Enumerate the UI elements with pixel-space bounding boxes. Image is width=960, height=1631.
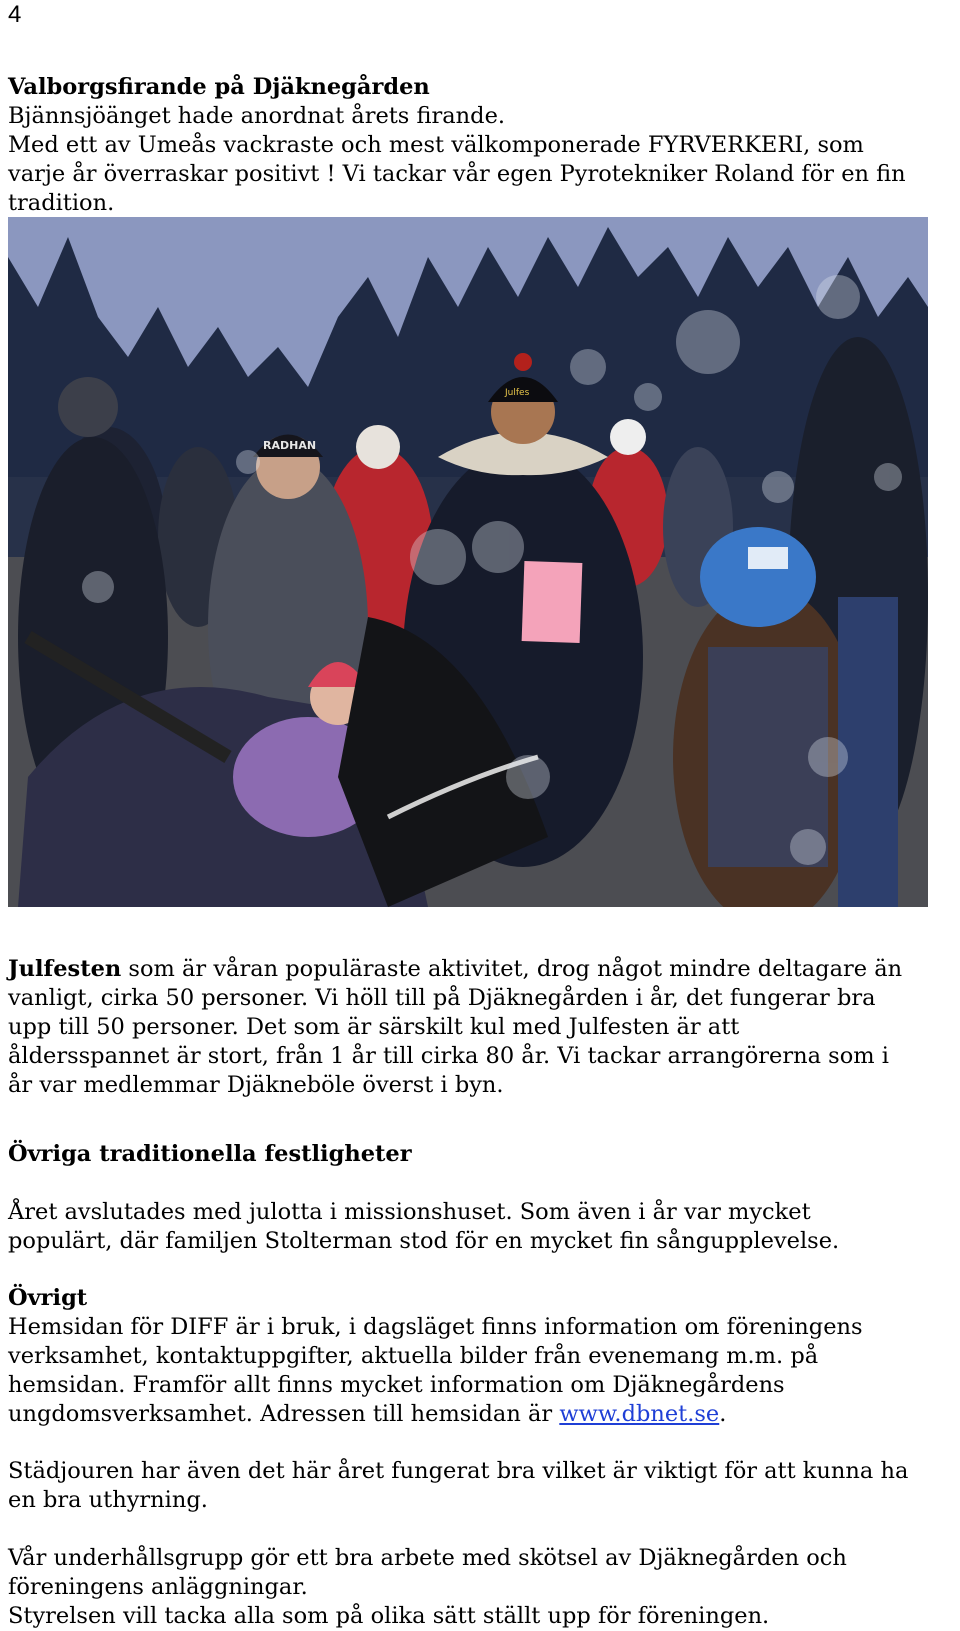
text-line: Året avslutades med julotta i missionshuset. Som även i år var mycket — [8, 1199, 811, 1225]
text-line: åldersspannet är stort, från 1 år till cirka 80 år. Vi tackar arrangörerna som i — [8, 1043, 889, 1069]
section-title: Övrigt — [8, 1285, 88, 1311]
text-line: upp till 50 personer. Det som är särskilt kul med Julfesten är att — [8, 1014, 740, 1040]
text-line: varje år överraskar positivt ! Vi tackar vår egen Pyrotekniker Roland för en fin — [8, 161, 906, 187]
section-ovriga-text — [8, 1198, 953, 1256]
text-line: föreningens anläggningar. — [8, 1574, 308, 1600]
text-line: Hemsidan för DIFF är i bruk, i dagsläget finns information om föreningens — [8, 1314, 863, 1340]
section-valborg — [8, 73, 953, 218]
text-line: verksamhet, kontaktuppgifter, aktuella bilder från evenemang m.m. på — [8, 1343, 819, 1369]
photo-illustration — [8, 217, 928, 907]
hat-text: RADHAN — [263, 439, 317, 452]
text-line-suffix: . — [719, 1401, 727, 1427]
section-title: Övriga traditionella festligheter — [8, 1141, 412, 1167]
event-photo — [8, 217, 928, 907]
section-julfesten — [8, 955, 953, 1100]
text-line: Styrelsen vill tacka alla som på olika sätt ställt upp för föreningen. — [8, 1603, 770, 1629]
page-number: 4 — [8, 1, 22, 28]
text-line: en bra uthyrning. — [8, 1487, 208, 1513]
text-line: Bjännsjöänget hade anordnat årets firande. — [8, 103, 506, 129]
paragraph-underhallsgrupp — [8, 1544, 953, 1631]
text-line-rest: som är våran populäraste aktivitet, drog något mindre deltagare än — [121, 956, 903, 982]
section-title: Valborgsfirande på Djäknegården — [8, 74, 430, 100]
text-line — [8, 955, 953, 984]
text-line-prefix: ungdomsverksamhet. Adressen till hemsidan är — [8, 1401, 560, 1427]
text-line: tradition. — [8, 190, 115, 216]
text-line: Vår underhållsgrupp gör ett bra arbete med skötsel av Djäknegården och — [8, 1545, 847, 1571]
text-line: populärt, där familjen Stolterman stod för en mycket fin sångupplevelse. — [8, 1228, 840, 1254]
text-line: vanligt, cirka 50 personer. Vi höll till på Djäknegården i år, det fungerar bra — [8, 985, 876, 1011]
homepage-link[interactable]: www.dbnet.se — [559, 1401, 720, 1427]
section-ovriga-festligheter — [8, 1140, 953, 1169]
hat-text-2: Julfes — [505, 388, 530, 398]
paragraph-stadjouren — [8, 1457, 953, 1515]
section-ovrigt — [8, 1284, 953, 1429]
text-line: hemsidan. Framför allt finns mycket information om Djäknegårdens — [8, 1372, 785, 1398]
text-line — [8, 1400, 953, 1429]
lead-word: Julfesten — [8, 956, 122, 982]
text-line: Med ett av Umeås vackraste och mest välkomponerade FYRVERKERI, som — [8, 132, 864, 158]
text-line: Städjouren har även det här året fungerat bra vilket är viktigt för att kunna ha — [8, 1458, 909, 1484]
text-line: år var medlemmar Djäkneböle överst i byn. — [8, 1072, 504, 1098]
